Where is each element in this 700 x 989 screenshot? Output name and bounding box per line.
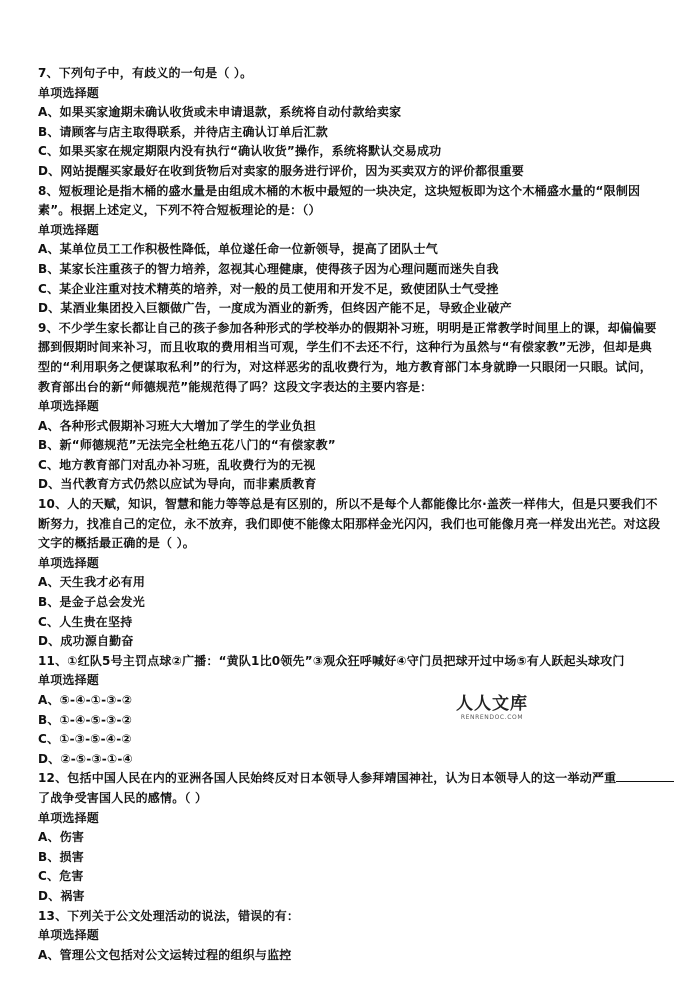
question-12-stem-text: 12、包括中国人民在内的亚洲各国人民始终反对日本领导人参拜靖国神社，认为日本领导人的这一举动严重 (38, 771, 617, 786)
question-11-stem: 11、①红队5号主罚点球②广播：“黄队1比0领先”③观众狂呼喊好④守门员把球开过中场⑤有人跃起头球攻门 (38, 653, 625, 668)
question-9-stem-line-4: 教育部出台的新“师德规范”能规范得了吗？这段文字表达的主要内容是： (38, 379, 433, 394)
question-11-option-d[interactable]: D、②-⑤-③-①-④ (38, 751, 133, 766)
question-8-stem-line-2: 素”。根据上述定义，下列不符合短板理论的是：（） (38, 203, 321, 218)
question-12-option-a[interactable]: A、伤害 (38, 830, 85, 845)
question-8-option-b[interactable]: B、某家长注重孩子的智力培养，忽视其心理健康，使得孩子因为心理问题而迷失自我 (38, 261, 499, 276)
watermark-title: 人人文库 (456, 694, 528, 714)
question-10-stem-line-3: 文字的概括最正确的是（ ）。 (38, 536, 195, 551)
watermark-logo (452, 694, 532, 722)
question-13-stem: 13、下列关于公文处理活动的说法，错误的有： (38, 908, 300, 923)
question-13-option-a[interactable]: A、管理公文包括对公文运转过程的组织与监控 (38, 947, 292, 962)
question-12-stem-line-2: 了战争受害国人民的感情。（ ） (38, 790, 208, 805)
question-8-option-a[interactable]: A、某单位员工工作积极性降低，单位遂任命一位新领导，提高了团队士气 (38, 242, 438, 257)
question-11-type: 单项选择题 (38, 673, 100, 688)
question-10-option-a[interactable]: A、天生我才必有用 (38, 575, 146, 590)
question-10-type: 单项选择题 (38, 555, 100, 570)
question-9-stem-line-3: 型的“利用职务之便谋取私利”的行为，对这样恶劣的乱收费行为，地方教育部门本身就睁一只眼闭一只眼。试问， (38, 359, 652, 374)
question-9-option-d[interactable]: D、当代教育方式仍然以应试为导向，而非素质教育 (38, 477, 317, 492)
question-10-stem-line-1: 10、人的天赋，知识，智慧和能力等等总是有区别的，所以不是每个人都能像比尔·盖茨一样伟大，但是只要我们不 (38, 497, 658, 512)
question-9-option-b[interactable]: B、新“师德规范”无法完全杜绝五花八门的“有偿家教” (38, 438, 336, 453)
question-8-option-c[interactable]: C、某企业注重对技术精英的培养，对一般的员工使用和开发不足，致使团队士气受挫 (38, 281, 499, 296)
question-11-option-a[interactable]: A、⑤-④-①-③-② (38, 693, 133, 707)
question-9-stem-line-1: 9、不少学生家长都让自己的孩子参加各种形式的学校举办的假期补习班，明明是正常教学时间里上的课，却偏偏要 (38, 320, 657, 335)
question-8-option-d[interactable]: D、某酒业集团投入巨额做广告，一度成为酒业的新秀，但终因产能不足，导致企业破产 (38, 301, 512, 316)
question-7-option-d[interactable]: D、网站提醒买家最好在收到货物后对卖家的服务进行评价，因为买卖双方的评价都很重要 (38, 163, 524, 178)
question-7-type: 单项选择题 (38, 85, 100, 100)
question-9-type: 单项选择题 (38, 399, 100, 414)
question-11-option-c[interactable]: C、①-③-⑤-④-② (38, 732, 132, 747)
fill-blank (616, 769, 674, 782)
question-9-option-a[interactable]: A、各种形式假期补习班大大增加了学生的学业负担 (38, 418, 316, 433)
question-10-option-b[interactable]: B、是金子总会发光 (38, 595, 145, 610)
question-13-type: 单项选择题 (38, 928, 100, 943)
question-7-option-a[interactable]: A、如果买家逾期未确认收货或未申请退款，系统将自动付款给卖家 (38, 105, 402, 120)
question-7-stem: 7、下列句子中，有歧义的一句是（ ）。 (38, 66, 253, 80)
question-12-option-c[interactable]: C、危害 (38, 869, 84, 884)
question-8-stem-line-1: 8、短板理论是指木桶的盛水量是由组成木桶的木板中最短的一块决定，这块短板即为这个木桶盛水量的“限制因 (38, 183, 641, 198)
question-12-type: 单项选择题 (38, 810, 100, 825)
question-10-option-d[interactable]: D、成功源自勤奋 (38, 634, 134, 649)
question-7-option-b[interactable]: B、请顾客与店主取得联系，并待店主确认订单后汇款 (38, 124, 328, 139)
question-9-stem-line-2: 挪到假期时间来补习，而且收取的费用相当可观，学生们不去还不行，这种行为虽然与“有偿家教”无涉，但却是典 (38, 340, 652, 355)
question-12-option-b[interactable]: B、损害 (38, 849, 84, 864)
watermark-subtitle: RENRENDOC.COM (460, 714, 524, 721)
question-10-option-c[interactable]: C、人生贵在坚持 (38, 614, 133, 629)
question-8-type: 单项选择题 (38, 222, 100, 237)
question-7-option-c[interactable]: C、如果买家在规定期限内没有执行“确认收货”操作，系统将默认交易成功 (38, 144, 442, 159)
question-12-option-d[interactable]: D、祸害 (38, 888, 85, 903)
question-11-option-b[interactable]: B、①-④-⑤-③-② (38, 712, 133, 727)
question-9-option-c[interactable]: C、地方教育部门对乱办补习班，乱收费行为的无视 (38, 457, 316, 472)
question-12-stem-line-1 (38, 769, 662, 789)
question-10-stem-line-2: 断努力，找准自己的定位，永不放弃，我们即使不能像太阳那样金光闪闪，我们也可能像月亮一样发出光芒。对这段 (38, 516, 661, 531)
